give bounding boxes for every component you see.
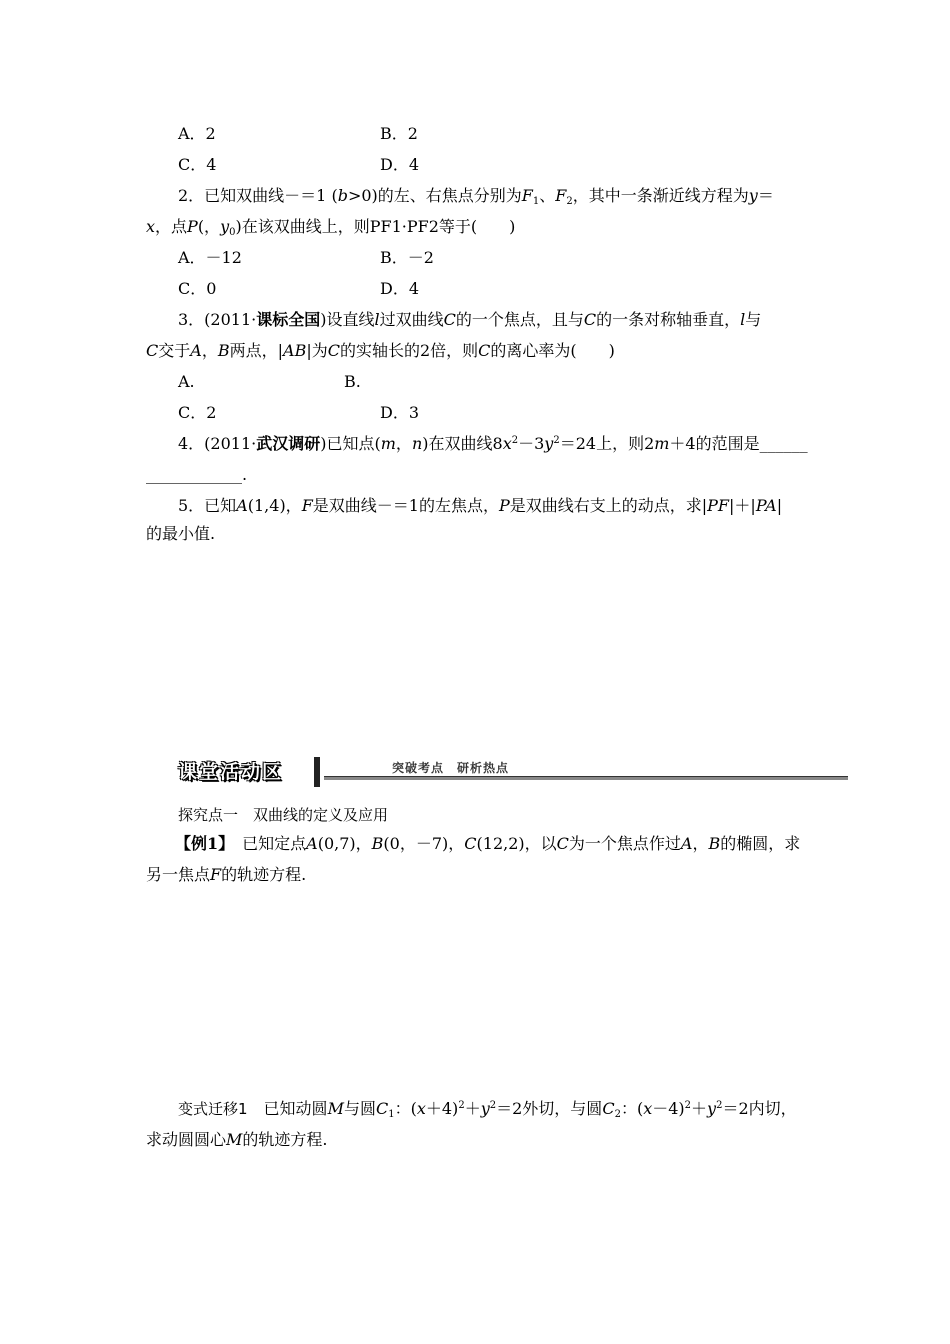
example1-line-2: 另一焦点F的轨迹方程.	[146, 865, 307, 884]
q1-option-b: B．2	[380, 124, 418, 143]
q2-option-b: B．－2	[380, 248, 434, 267]
q3-line-1: 3．(2011·课标全国)设直线l过双曲线C的一个焦点，且与C的一条对称轴垂直，l与	[178, 310, 762, 329]
q2-option-c: C．0	[178, 279, 217, 298]
banner-rule	[324, 776, 848, 780]
q4-line-2: ____________.	[146, 465, 248, 484]
q3-option-c: C．2	[178, 403, 217, 422]
q1-option-a: A．2	[178, 124, 216, 143]
q3-option-a: A.	[178, 372, 195, 391]
banner-divider	[314, 757, 320, 787]
banner-subtitle: 突破考点 研析热点	[392, 761, 510, 775]
q1-option-d: D．4	[380, 155, 420, 174]
section-heading: 探究点一 双曲线的定义及应用	[178, 806, 389, 824]
q4-line-1: 4．(2011·武汉调研)已知点(m，n)在双曲线$8x^2-3y^2=24$上，则2m＋4的范围是______	[178, 434, 808, 453]
q3-line-2: C交于A，B两点，|AB|为C的实轴长的2倍，则C的离心率为( )	[146, 341, 615, 360]
variant1-line-1: 变式迁移1 已知动圆M与圆$C_1$：$(x+4)^2+y^2=2$外切，与圆$C_2$：$(x-4)^2+y^2=2$内切，	[178, 1099, 797, 1120]
q5-line-2: 的最小值.	[146, 524, 216, 543]
q1-option-c: C．4	[178, 155, 217, 174]
q2-line-2: x，点P(，$y_0$)在该双曲线上，则PF1·PF2等于( )	[146, 217, 516, 238]
q3-option-b: B.	[344, 372, 361, 391]
example1-line-1: 【例1】 已知定点A(0,7)，B(0，－7)，C(12,2)，以C为一个焦点作过A，B的椭圆，求	[175, 834, 801, 853]
q2-option-a: A．－12	[178, 248, 242, 267]
variant1-line-2: 求动圆圆心M的轨迹方程.	[146, 1130, 328, 1149]
banner-title: 课堂活动区	[178, 761, 284, 783]
q3-option-d: D．3	[380, 403, 420, 422]
q2-line-1: 2．已知双曲线－＝1 (b>0)的左、右焦点分别为$F_1$、$F_2$，其中一条渐近线方程为y＝	[178, 186, 774, 207]
q2-option-d: D．4	[380, 279, 420, 298]
section-banner	[178, 757, 848, 787]
q5-line-1: 5．已知A(1,4)，F是双曲线－＝1的左焦点，P是双曲线右支上的动点，求|PF|＋|PA|	[178, 496, 783, 515]
